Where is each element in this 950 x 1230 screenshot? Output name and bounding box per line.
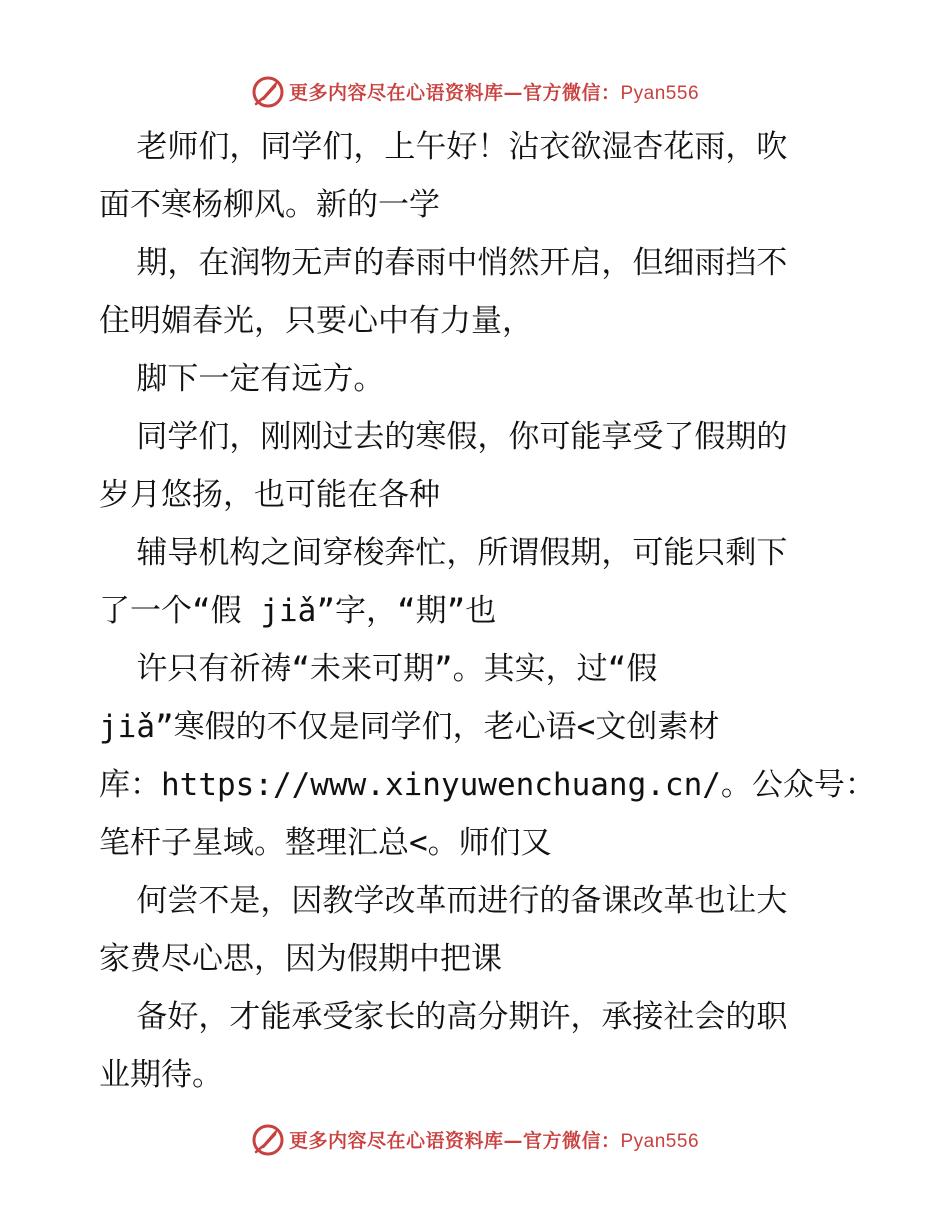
text-line: 期，在润物无声的春雨中悄然开启，但细雨挡不 bbox=[99, 245, 788, 281]
footer-watermark-banner bbox=[0, 1119, 950, 1159]
text-line: 辅导机构之间穿梭奔忙，所谓假期，可能只剩下 bbox=[99, 535, 788, 571]
text-line: 笔杆子星域。整理汇总<。师们又 bbox=[99, 825, 552, 861]
text-line: 家费尽心思，因为假期中把课 bbox=[99, 941, 502, 977]
text-line: 住明媚春光，只要心中有力量， bbox=[99, 303, 533, 339]
text-line: jiǎ”寒假的不仅是同学们，老心语<文创素材 bbox=[99, 709, 720, 745]
footer-banner-label: 更多内容尽在心语资料库—官方微信：Pyan556 bbox=[288, 1129, 700, 1152]
speech-text-body bbox=[99, 118, 876, 1104]
text-line: 备好，才能承受家长的高分期许，承接社会的职 bbox=[99, 999, 788, 1035]
header-watermark-banner bbox=[0, 71, 950, 111]
text-line: 老师们，同学们，上午好！沾衣欲湿杏花雨，吹 bbox=[99, 129, 788, 165]
text-line: 许只有祈祷“未来可期”。其实，过“假 bbox=[99, 651, 658, 687]
wechat-id: Pyan556 bbox=[620, 82, 700, 104]
text-line: 脚下一定有远方。 bbox=[99, 361, 385, 397]
quill-logo-icon bbox=[251, 74, 285, 108]
text-line: 何尝不是，因教学改革而进行的备课改革也让大 bbox=[99, 883, 788, 919]
quill-logo-icon bbox=[251, 1122, 285, 1156]
text-line: 岁月悠扬，也可能在各种 bbox=[99, 477, 440, 513]
wechat-id: Pyan556 bbox=[620, 1130, 700, 1152]
text-line: 了一个“假 jiǎ”字，“期”也 bbox=[99, 593, 497, 629]
text-line: 面不寒杨柳风。新的一学 bbox=[99, 187, 440, 223]
text-line: 库：https://www.xinyuwenchuang.cn/。公众号： bbox=[99, 767, 876, 803]
text-line: 同学们，刚刚过去的寒假，你可能享受了假期的 bbox=[99, 419, 788, 455]
text-line: 业期待。 bbox=[99, 1057, 223, 1093]
header-banner-label: 更多内容尽在心语资料库—官方微信：Pyan556 bbox=[288, 81, 700, 104]
